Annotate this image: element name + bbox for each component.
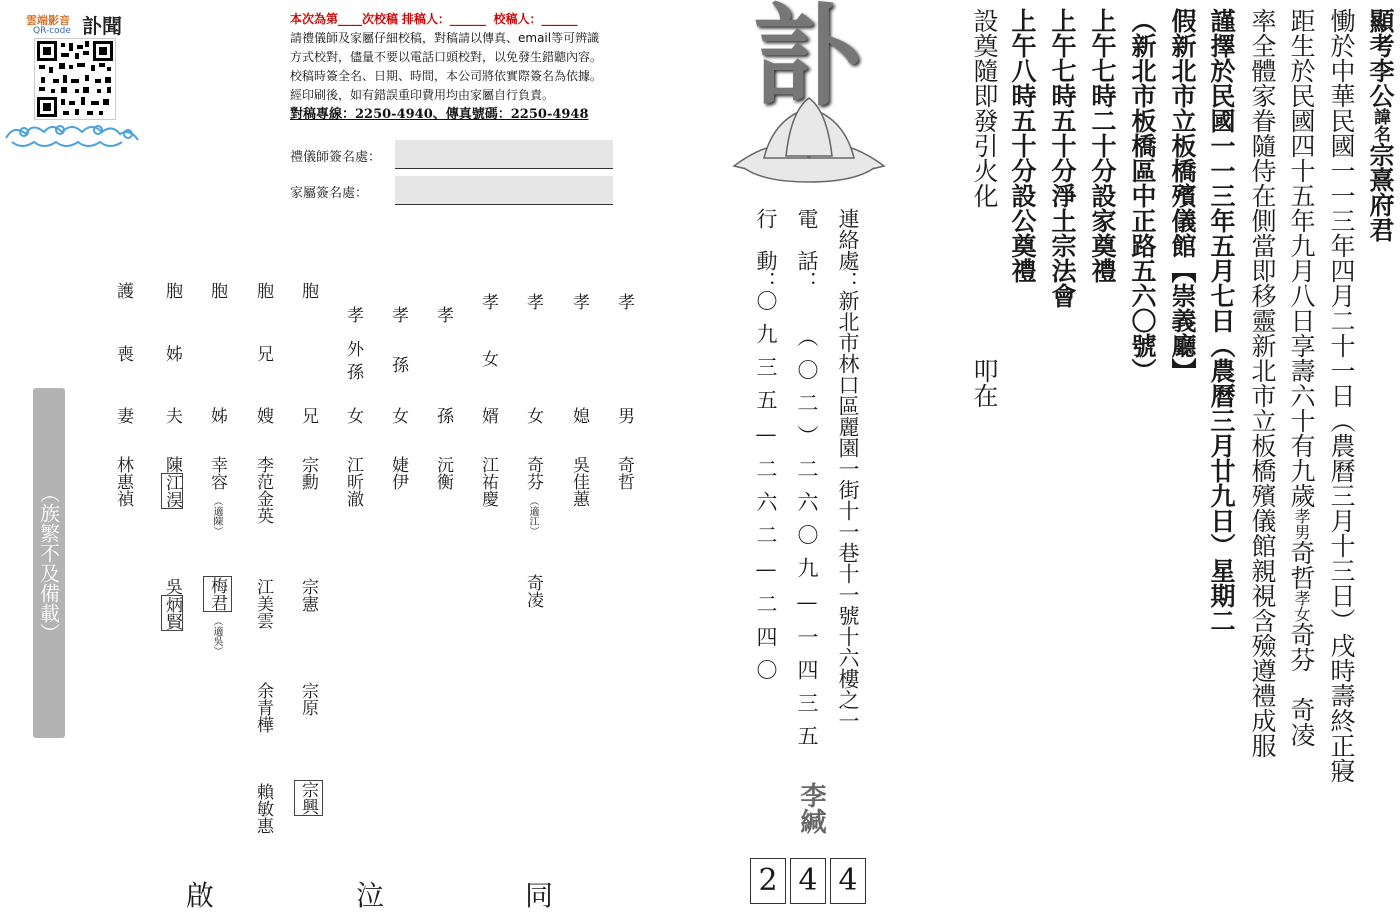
notice-line: 率全體家眷隨侍在側當即移靈新北市立板橋殯儀館親視含殮遵禮成服 [1248, 8, 1277, 758]
address-value: 新北市林口區麗園一街十一巷十一號十六樓之一 [836, 290, 860, 731]
rel-char: 孝 [478, 293, 498, 310]
signature-label: 家屬簽名處： [290, 186, 369, 201]
rel-char: 孝 [523, 293, 543, 310]
rel-char: 孝 [614, 293, 634, 310]
proof-instructions [290, 10, 650, 124]
proof-line: 請禮儀師及家屬仔細校稿，對稿請以傳真、email等可辨識 [290, 31, 600, 45]
proof-line: 經印刷後，如有錯誤重印費用均由家屬自行負責。 [290, 88, 555, 102]
notice-schedule-line: 上午八時五十分設公奠禮 [1008, 8, 1037, 283]
member-name: 奇哲 [614, 456, 634, 490]
qr-code[interactable] [34, 38, 116, 120]
signature-row-officiant [290, 146, 381, 165]
member-name: 江美雲 [253, 578, 273, 629]
name-char: 梅 [207, 577, 227, 594]
proof-line: 校稿時簽全名、日期、時間，本公司將依實際簽名為依據。 [290, 69, 603, 83]
mobile-value: 〇九三五—二六二—二四〇 [754, 290, 778, 692]
signature-label: 禮儀師簽名處： [290, 150, 382, 165]
member-name: 吳佳蕙 [569, 456, 589, 507]
title-char: 女 [343, 407, 363, 424]
name-char-corrected [161, 473, 183, 509]
member-name: 幸容 [207, 456, 227, 490]
mid-char: 孫 [388, 356, 408, 373]
mid-char: 兄 [253, 345, 273, 362]
cloud-ornament-icon [2, 112, 144, 154]
title-char: 女 [388, 407, 408, 424]
notice-venue-line: 假新北市立板橋殯儀館【崇義廳】 [1168, 8, 1197, 383]
member-name: 宗勳 [298, 456, 318, 490]
obituary-logo: 訃 [752, 0, 862, 121]
proof-typesetter: 排稿人：______ [401, 12, 486, 26]
rel-char: 孝 [343, 306, 363, 323]
name-char: 炳 [162, 596, 182, 613]
title-char: 嫂 [253, 407, 273, 424]
title-small: 諱名 [1370, 108, 1390, 142]
notice-schedule-line: 上午七時二十分設家奠禮 [1088, 8, 1117, 283]
rel-char: 孝 [433, 306, 453, 323]
notice-line [1289, 8, 1314, 747]
member-name: 婕伊 [388, 456, 408, 490]
name-char: 陳 [162, 456, 182, 473]
mid-char: 外孫 [343, 340, 363, 386]
title-text: 顯考李公 [1366, 8, 1395, 108]
proof-line: 方式校對，儘量不要以電話口頭校對，以免發生錯聽內容。 [290, 50, 603, 64]
notice-text: 奇哲 [1287, 540, 1316, 590]
proof-checker: 校稿人：______ [493, 12, 578, 26]
family-note-text: （族繁不及備載） [36, 483, 61, 643]
address-label: 連絡處： [836, 208, 860, 292]
member-name: 沅衡 [433, 456, 453, 490]
member-name [160, 456, 185, 509]
name-char: 淏 [162, 491, 182, 508]
mobile-label: 行 動： [754, 208, 778, 292]
title-char: 女 [523, 407, 543, 424]
family-signature-field[interactable] [395, 176, 613, 205]
name-char: 君 [207, 594, 227, 611]
brand-name: 訃聞 [82, 14, 122, 38]
phone-value: （〇二）二六〇九—一四三五 [795, 326, 819, 758]
title-char: 孫 [433, 407, 453, 424]
code-digit: 4 [790, 858, 826, 904]
rel-char: 護 [113, 282, 133, 299]
member-name: 奇芬 [523, 456, 543, 490]
mid-char: 喪 [113, 345, 133, 362]
notice-closing: 叩在 [970, 358, 999, 408]
member-name [160, 578, 185, 631]
closing-char: 同 [525, 879, 554, 912]
notice-address-line: （新北市板橋區中正路五六〇號） [1128, 8, 1157, 383]
name-char: 宗 [298, 781, 318, 798]
closing-char: 泣 [356, 879, 385, 912]
notice-text: 距生於民國四十五年九月八日享壽六十有九歲 [1287, 8, 1316, 508]
title-char: 妻 [113, 407, 133, 424]
family-note-badge [33, 388, 65, 738]
sender-name: 李緘 [796, 782, 826, 834]
code-digit: 2 [750, 858, 786, 904]
notice-date-line: 謹擇於民國一一三年五月七日（農曆三月廿九日）星期二 [1207, 8, 1236, 633]
name-char: 吳 [162, 578, 182, 595]
officiant-signature-field[interactable] [395, 140, 613, 169]
member-note: （適吳） [211, 616, 222, 656]
mid-char: 姊 [162, 345, 182, 362]
member-name: 江祐慶 [478, 456, 498, 507]
notice-line: 設奠隨即發引火化 [970, 8, 999, 208]
title-char: 男 [614, 407, 634, 424]
title-char: 婿 [478, 407, 498, 424]
signature-row-family [290, 182, 368, 201]
member-name: 林惠禎 [113, 456, 133, 507]
title-char: 夫 [162, 407, 182, 424]
notice-small: 孝女 [1292, 590, 1311, 622]
member-name: 賴敏惠 [253, 783, 273, 834]
title-char: 姊 [207, 407, 227, 424]
proof-round: 本次為第____次校稿 [290, 12, 399, 26]
notice-line: 慟於中華民國一一三年四月二十一日（農曆三月十三日）戌時壽終正寢 [1327, 8, 1356, 783]
member-note: （適江） [527, 496, 538, 536]
member-name: 宗憲 [298, 578, 318, 612]
code-digit: 4 [830, 858, 866, 904]
notice-text: 奇芬 奇凌 [1287, 622, 1316, 747]
rel-char: 胞 [298, 282, 318, 299]
name-char: 江 [162, 474, 182, 491]
member-name: 余青樺 [253, 682, 273, 733]
title-char: 媳 [569, 407, 589, 424]
member-name-corrected [294, 780, 323, 816]
member-name: 江昕澈 [343, 456, 363, 507]
member-name-corrected [203, 576, 232, 612]
brand-top: 雲端影音 [26, 14, 70, 27]
rel-char: 孝 [388, 306, 408, 323]
deceased-title [1368, 8, 1393, 242]
member-name: 宗原 [298, 682, 318, 716]
name-char-corrected [161, 595, 183, 631]
phone-label: 電 話： [795, 208, 819, 292]
rel-char: 胞 [207, 282, 227, 299]
brand-sub: QR-code [33, 26, 71, 36]
closing-char: 啟 [186, 879, 215, 912]
notice-small: 孝男 [1292, 508, 1311, 540]
rel-char: 胞 [253, 282, 273, 299]
rel-char: 孝 [569, 293, 589, 310]
title-text: 宗熹府君 [1366, 142, 1395, 242]
title-char: 兄 [298, 407, 318, 424]
proof-hotline: 對稿專線：2250-4940、傳真號碼：2250-4948 [290, 107, 589, 122]
name-char: 興 [298, 798, 318, 815]
mid-char: 女 [478, 350, 498, 367]
rel-char: 胞 [162, 282, 182, 299]
member-name: 李范金英 [253, 456, 273, 524]
notice-schedule-line: 上午七時五十分淨土宗法會 [1048, 8, 1077, 308]
member-name: 奇凌 [523, 574, 543, 608]
member-note: （適陳） [211, 496, 222, 536]
name-char: 賢 [162, 613, 182, 630]
